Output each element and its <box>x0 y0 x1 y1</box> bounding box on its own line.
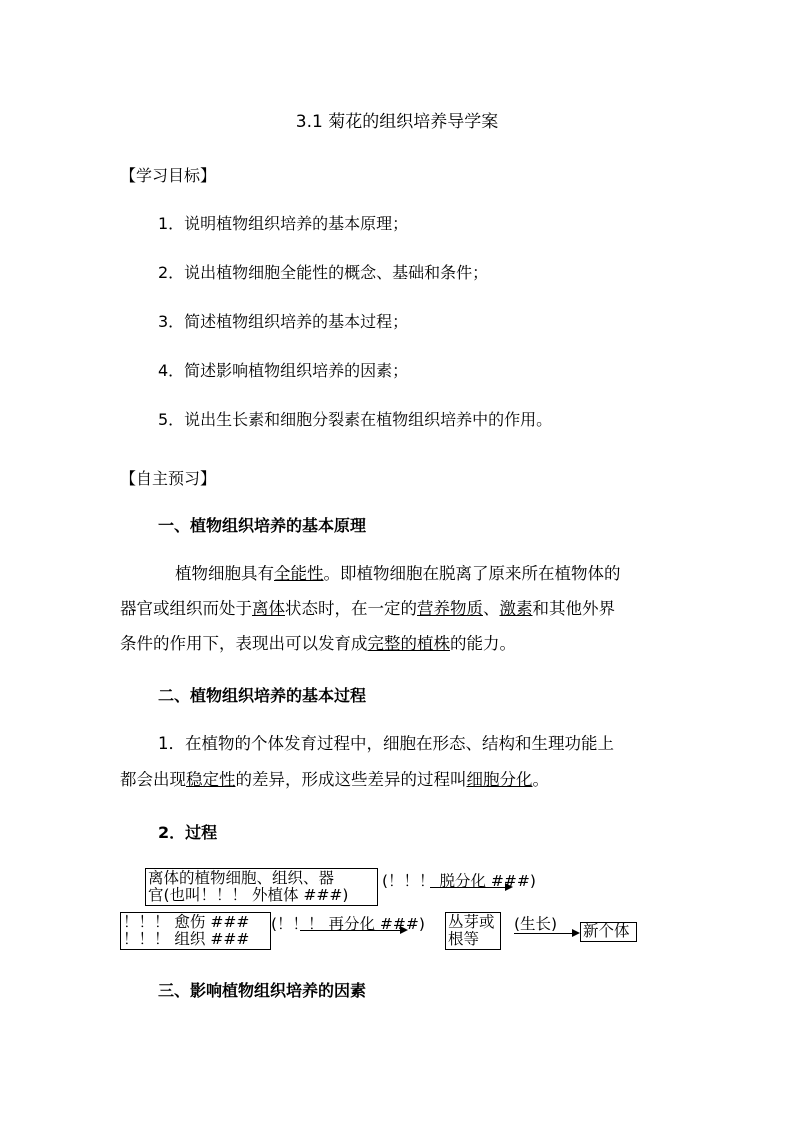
section-2-title: 二、植物组织培养的基本过程 <box>158 686 367 705</box>
flow-box-callus-line-2: ！！！ 组织 ### <box>123 930 250 948</box>
blank-answer: 完整的植株 <box>367 634 450 653</box>
flow-box-new-individual <box>580 922 637 942</box>
learning-goals-header: 【学习目标】 <box>120 166 217 185</box>
self-preview-header: 【自主预习】 <box>120 469 217 488</box>
flow-box-callus <box>120 912 271 950</box>
flow-box-buds-roots-line-2: 根等 <box>448 930 480 948</box>
blank-answer: 离体 <box>252 599 285 618</box>
section-1-paragraph-line-3: 条件的作用下，表现出可以发育成完整的植株的能力。 <box>120 634 516 653</box>
arrow-line <box>300 930 400 931</box>
flow-step-growth: (生长) <box>514 915 558 933</box>
section-3-title: 三、影响植物组织培养的因素 <box>158 981 367 1000</box>
flow-box-explant <box>145 868 378 906</box>
blank-answer: 营养物质 <box>417 599 483 618</box>
section-1-paragraph-line-2: 器官或组织而处于离体状态时，在一定的营养物质、激素和其他外界 <box>120 599 615 618</box>
blank-answer: 激素 <box>499 599 533 618</box>
flow-box-new-individual-label: 新个体 <box>583 922 630 940</box>
section-1-title: 一、植物组织培养的基本原理 <box>158 516 367 535</box>
goal-item: 2．说出植物细胞全能性的概念、基础和条件； <box>158 263 489 282</box>
goal-item: 1．说明植物组织培养的基本原理； <box>158 214 409 233</box>
flow-box-callus-line-1: ！！！ 愈伤 ### <box>123 913 250 931</box>
flow-box-explant-line-2: 官(也叫！！！ 外植体 ###) <box>148 886 349 904</box>
goal-item: 3．简述植物组织培养的基本过程； <box>158 312 409 331</box>
flow-box-explant-line-1: 离体的植物细胞、组织、器 <box>148 869 335 887</box>
flow-box-buds-roots <box>445 912 501 950</box>
section-1-paragraph-line-1: 植物细胞具有全能性。即植物细胞在脱离了原来所在植物体的 <box>175 564 621 583</box>
blank-answer: 全能性 <box>274 564 324 583</box>
blank-answer: 稳定性 <box>186 770 236 789</box>
flow-step-dedifferentiation: (！！！ 脱分化 ###) <box>382 872 536 890</box>
goal-item: 5．说出生长素和细胞分裂素在植物组织培养中的作用。 <box>158 410 553 429</box>
arrow-right-icon <box>572 929 580 937</box>
goal-item: 4．简述影响植物组织培养的因素； <box>158 361 409 380</box>
page-title: 3.1 菊花的组织培养导学案 <box>295 112 499 132</box>
arrow-line <box>514 933 574 934</box>
section-2-item-1-line-2: 都会出现稳定性的差异，形成这些差异的过程叫细胞分化。 <box>120 770 549 789</box>
section-2-item-2: 2．过程 <box>158 823 218 842</box>
arrow-right-icon <box>505 883 513 891</box>
arrow-line <box>430 887 506 888</box>
flow-box-buds-roots-line-1: 丛芽或 <box>448 913 495 931</box>
flow-step-redifferentiation: (！！！ 再分化 ###) <box>271 915 425 933</box>
section-2-item-1-line-1: 1．在植物的个体发育过程中，细胞在形态、结构和生理功能上 <box>158 734 614 753</box>
arrow-right-icon <box>400 926 408 934</box>
blank-answer: 细胞分化 <box>466 770 533 789</box>
